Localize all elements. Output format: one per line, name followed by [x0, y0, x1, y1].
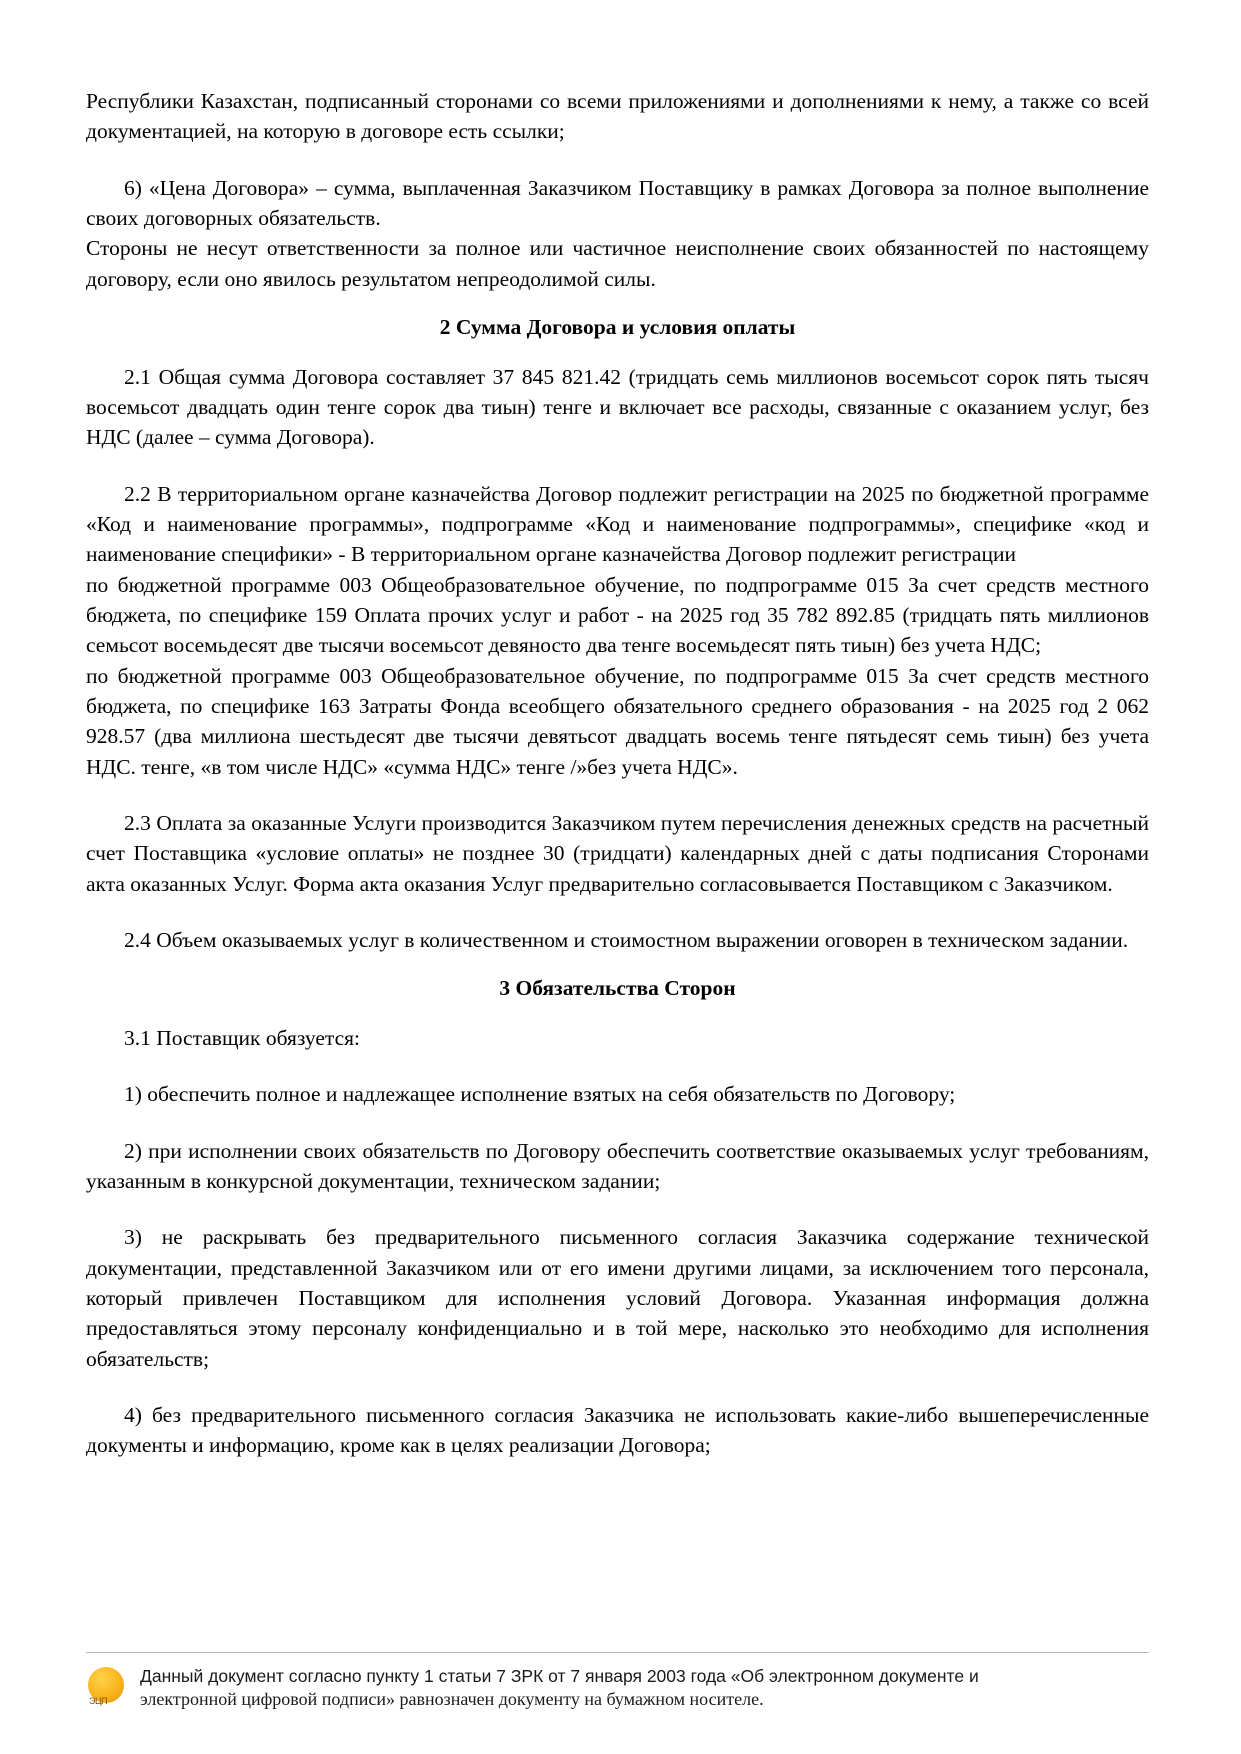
paragraph-2-2: 2.2 В территориальном органе казначейства Договор подлежит регистрации на 2025 по бюджетной программе «Код и наименование программы», подпрограмме «Код и наименование подпрограммы», специфике «код и наименование специфики» - В территориальном органе казначейства Договор подлежит регистрации [86, 481, 1149, 567]
footer-text [140, 1665, 979, 1712]
paragraph-continued: Республики Казахстан, подписанный сторонами со всеми приложениями и дополнениями к нему, а также со всей документацией, на которую в договоре есть ссылки; [86, 89, 1149, 144]
footer-divider [86, 1652, 1149, 1653]
document-body [86, 86, 1149, 1461]
paragraph-2-1: 2.1 Общая сумма Договора составляет 37 845 821.42 (тридцать семь миллионов восемьсот сорок пять тысяч восемьсот двадцать один тенге сорок два тиын) тенге и включает все расходы, связанные с оказанием услуг, без НДС (далее – сумма Договора). [86, 364, 1149, 450]
footer-row [86, 1665, 1149, 1712]
footer-line-1: Данный документ согласно пункту 1 статьи 7 ЗРК от 7 января 2003 года «Об электронном документе и [140, 1665, 979, 1686]
paragraph-3-1-item-4: 4) без предварительного письменного согласия Заказчика не использовать какие-либо вышеперечисленные документы и информацию, кроме как в целях реализации Договора; [86, 1402, 1149, 1458]
paragraph-3-1-item-2: 2) при исполнении своих обязательств по Договору обеспечить соответствие оказываемых услуг требованиям, указанным в конкурсной документации, техническом задании; [86, 1138, 1149, 1193]
paragraph-2-2-program-163: по бюджетной программе 003 Общеобразовательное обучение, по подпрограмме 015 За счет средств местного бюджета, по специфике 163 Затраты Фонда всеобщего обязательного среднего образования - на 2025 год 2 062 928.57 (два миллиона шестьдесят две тысячи девятьсот двадцать восемь тенге пятьдесят семь тиын) без учета НДС. тенге, «в том числе НДС» «сумма НДС» тенге /»без учета НДС». [86, 663, 1149, 779]
paragraph-2-3: 2.3 Оплата за оказанные Услуги производится Заказчиком путем перечисления денежных средств на расчетный счет Поставщика «условие оплаты» не позднее 30 (тридцати) календарных дней с даты подписания Сторонами акта оказанных Услуг. Форма акта оказания Услуг предварительно согласовывается Поставщиком с Заказчиком. [86, 810, 1149, 896]
section-heading-3: 3 Обязательства Сторон [499, 976, 736, 1001]
paragraph-force-majeure: Стороны не несут ответственности за полное или частичное неисполнение своих обязанностей по настоящему договору, если оно явилось результатом непреодолимой силы. [86, 236, 1149, 291]
paragraph-3-1: 3.1 Поставщик обязуется: [124, 1026, 360, 1051]
seal-label: ЭЦП [89, 1695, 108, 1706]
page-footer [86, 1652, 1149, 1712]
paragraph-2-4: 2.4 Объем оказываемых услуг в количественном и стоимостном выражении оговорен в техническом задании. [124, 927, 1129, 952]
edocument-seal-icon [86, 1667, 126, 1707]
paragraph-3-1-item-1: 1) обеспечить полное и надлежащее исполнение взятых на себя обязательств по Договору; [124, 1082, 956, 1107]
paragraph-3-1-item-3: 3) не раскрывать без предварительного письменного согласия Заказчика содержание технической документации, представленной Заказчиком или от его имени другими лицами, за исключением того персонала, который привлечен Поставщиком для исполнения условий Договора. Указанная информация должна предоставляться этому персоналу конфиденциально и в той мере, насколько это необходимо для исполнения обязательств; [86, 1225, 1149, 1371]
footer-line-2: электронной цифровой подписи» равнозначен документу на бумажном носителе. [140, 1689, 764, 1710]
paragraph-2-2-program-159: по бюджетной программе 003 Общеобразовательное обучение, по подпрограмме 015 За счет средств местного бюджета, по специфике 159 Оплата прочих услуг и работ - на 2025 год 35 782 892.85 (тридцать пять миллионов семьсот восемьдесят две тысячи восемьсот девяносто два тенге восемьдесят пять тиын) без учета НДС; [86, 572, 1149, 658]
paragraph-price-definition: 6) «Цена Договора» – сумма, выплаченная Заказчиком Поставщику в рамках Договора за полное выполнение своих договорных обязательств. [86, 175, 1149, 230]
section-heading-2: 2 Сумма Договора и условия оплаты [439, 314, 796, 339]
